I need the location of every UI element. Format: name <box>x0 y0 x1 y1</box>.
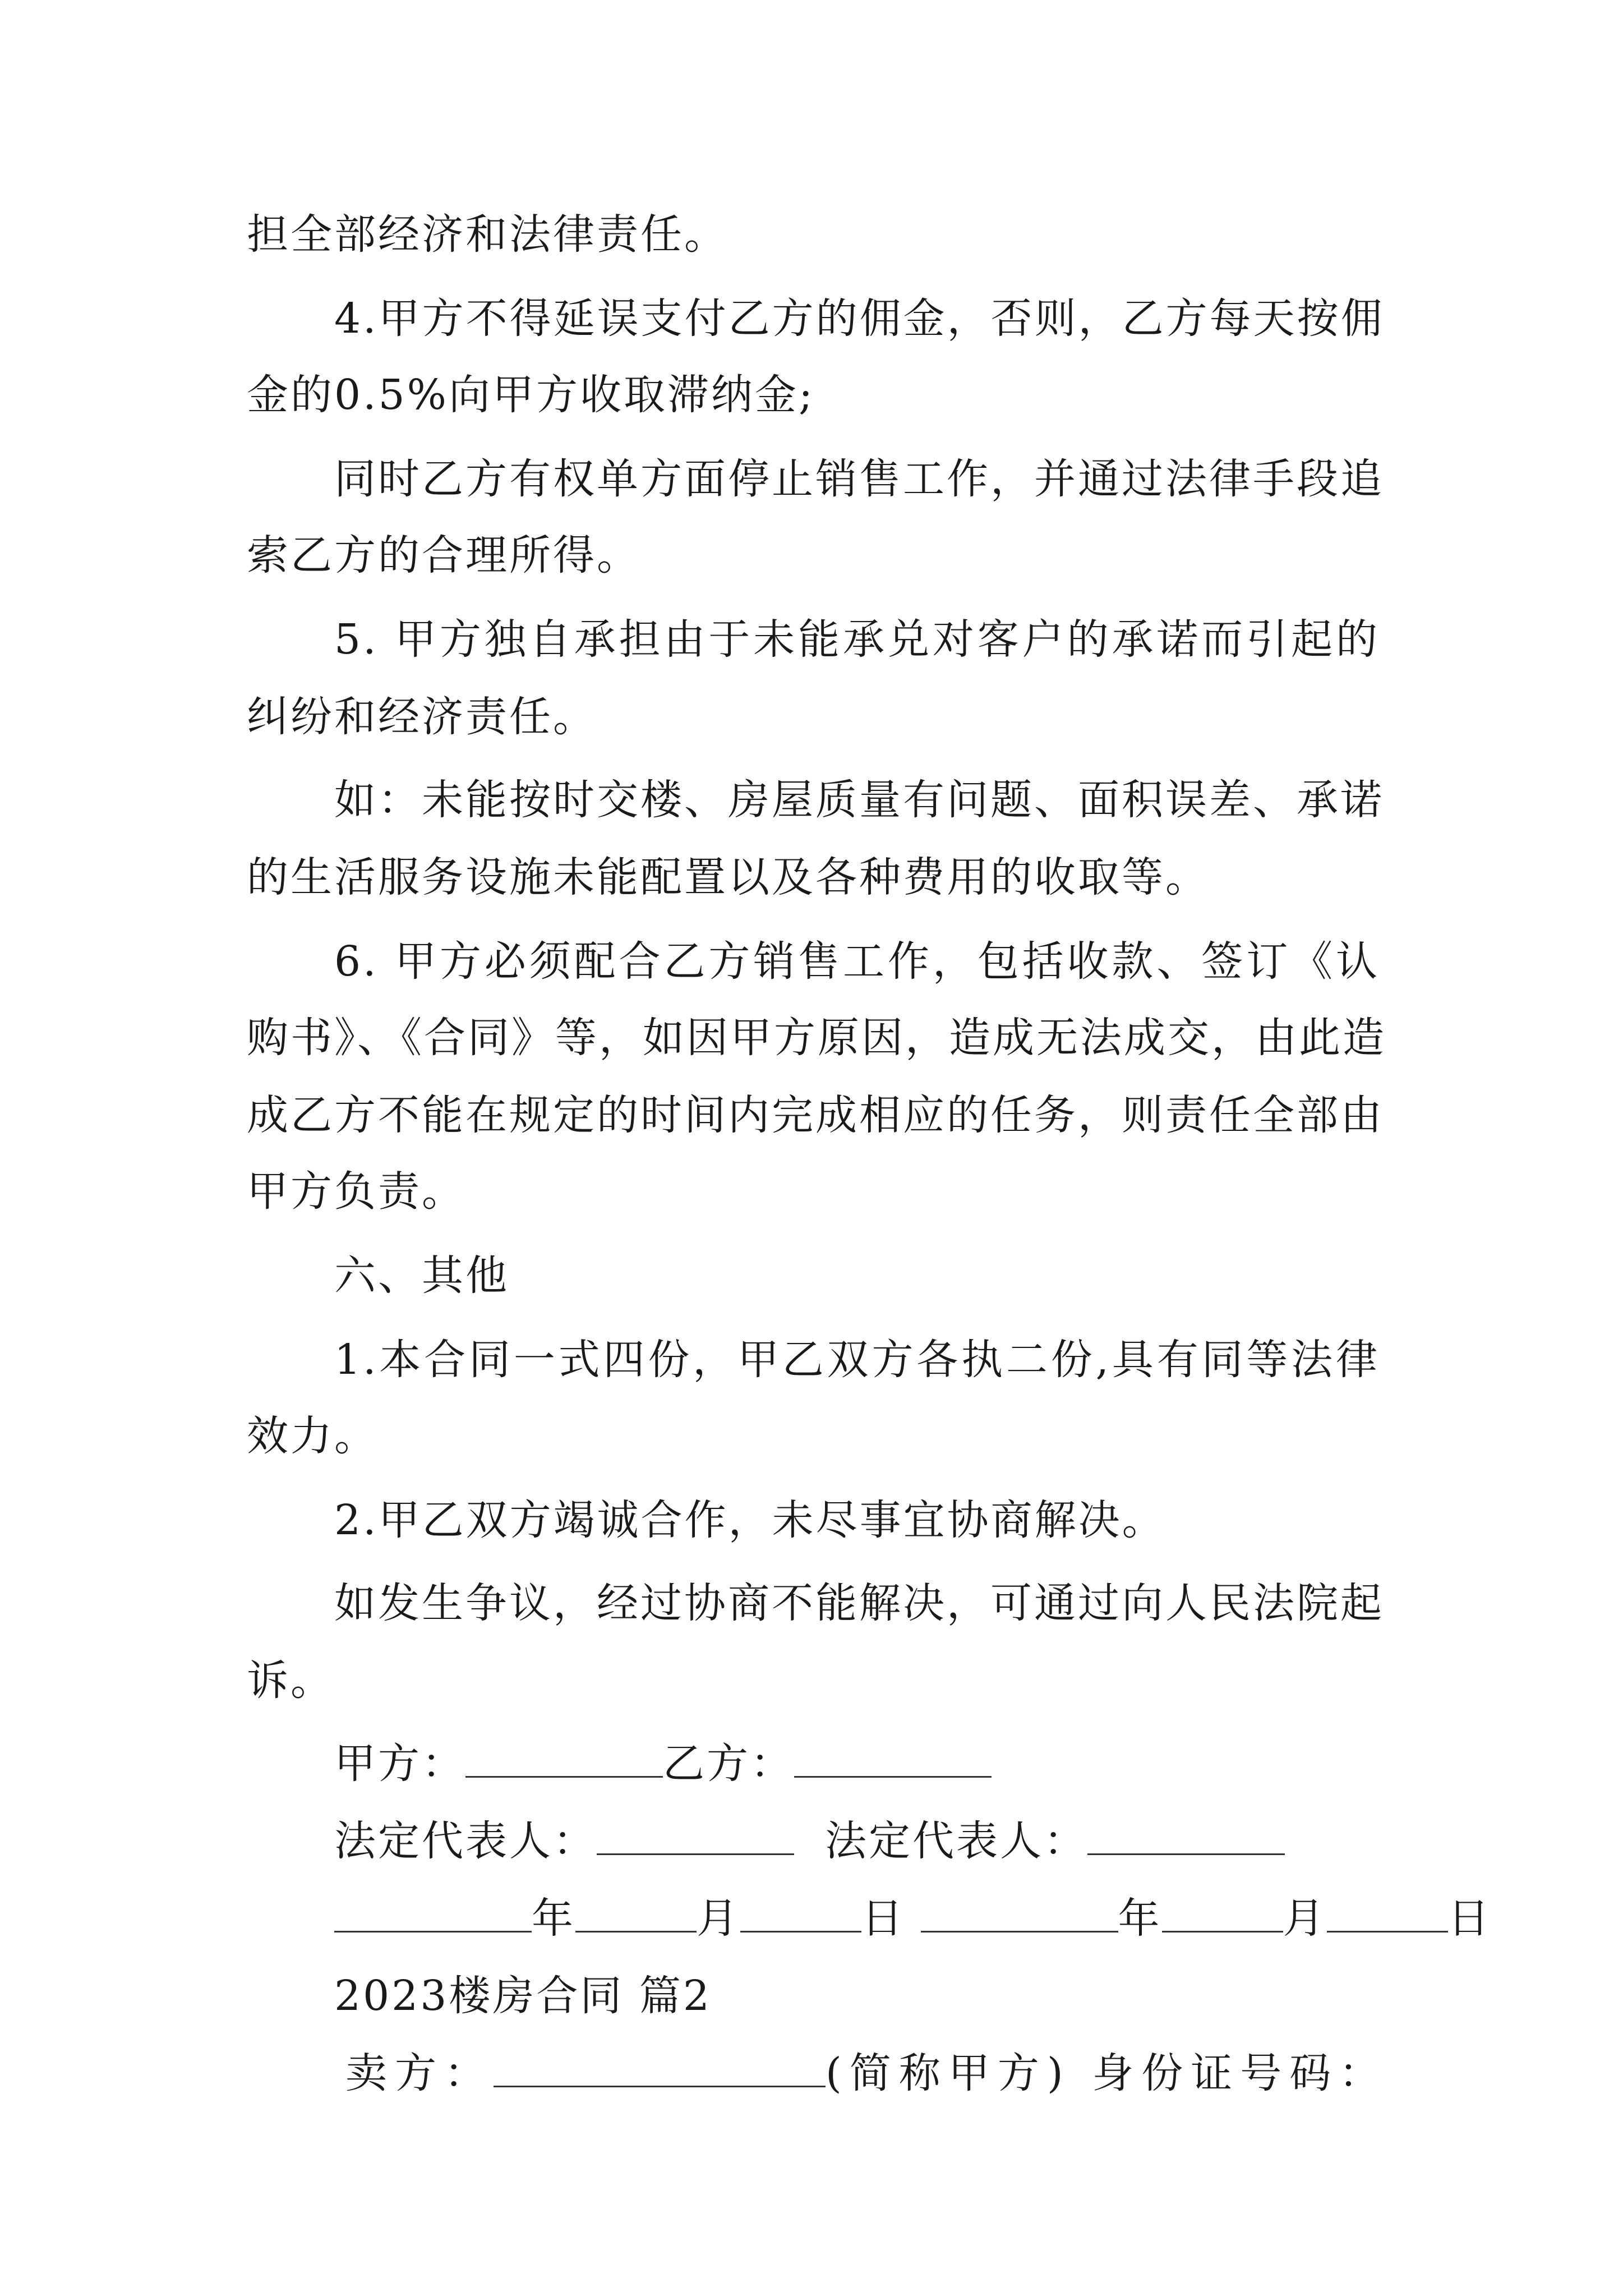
party-a-blank[interactable] <box>465 1740 663 1778</box>
date-a-month-blank[interactable] <box>575 1895 697 1932</box>
seller-name-blank[interactable] <box>494 2050 826 2087</box>
paragraph-line: 同时乙方有权单方面停止销售工作，并通过法律手段追 <box>334 455 1384 503</box>
party-a-label: 甲方： <box>334 1740 465 1788</box>
paragraph-line: 4.甲方不得延误支付乙方的佣金，否则，乙方每天按佣 <box>334 295 1385 343</box>
paragraph-line: 担全部经济和法律责任。 <box>247 210 728 259</box>
date-a-year-blank[interactable] <box>334 1895 532 1932</box>
seller-suffix: (简称甲方) 身份证号码： <box>826 2049 1389 2097</box>
rep-b-blank[interactable] <box>1087 1818 1285 1855</box>
paragraph-line: 如发生争议，经过协商不能解决，可通过向人民法院起 <box>334 1579 1384 1627</box>
section-heading: 六、其他 <box>334 1251 509 1300</box>
date-b-year-label: 年 <box>1118 1894 1162 1943</box>
date-b-month-blank[interactable] <box>1162 1895 1283 1932</box>
party-b-blank[interactable] <box>794 1740 992 1778</box>
paragraph-line: 1.本合同一式四份，甲乙双方各执二份,具有同等法律 <box>334 1336 1380 1384</box>
rep-a-blank[interactable] <box>597 1818 794 1855</box>
signature-party-row <box>334 1736 992 1792</box>
date-a-year-label: 年 <box>532 1894 575 1943</box>
rep-b-label: 法定代表人： <box>825 1817 1088 1865</box>
paragraph-line: 索乙方的合理所得。 <box>247 531 640 579</box>
date-b-day-blank[interactable] <box>1327 1895 1448 1932</box>
signature-rep-row <box>334 1813 1285 1869</box>
date-b-month-label: 月 <box>1283 1894 1327 1943</box>
date-b-year-blank[interactable] <box>921 1895 1118 1932</box>
date-a-month-label: 月 <box>697 1894 740 1943</box>
paragraph-line: 成乙方不能在规定的时间内完成相应的任务，则责任全部由 <box>247 1091 1384 1139</box>
paragraph-line: 如：未能按时交楼、房屋质量有问题、面积误差、承诺 <box>334 776 1384 824</box>
party-b-label: 乙方： <box>663 1740 794 1788</box>
paragraph-line: 购书》、《合同》等，如因甲方原因，造成无法成交，由此造 <box>247 1014 1386 1062</box>
paragraph-line: 2.甲乙双方竭诚合作，未尽事宜协商解决。 <box>334 1496 1166 1544</box>
paragraph-line: 的生活服务设施未能配置以及各种费用的收取等。 <box>247 853 1209 901</box>
paragraph-line: 金的0.5%向甲方收取滞纳金; <box>247 371 815 419</box>
signature-date-row <box>334 1890 1492 1947</box>
paragraph-line: 5. 甲方独自承担由于未能承兑对客户的承诺而引起的 <box>334 615 1380 664</box>
date-a-day-label: 日 <box>861 1894 905 1943</box>
paragraph-line: 诉。 <box>247 1657 334 1705</box>
seller-line <box>345 2045 1388 2101</box>
paragraph-line: 纠纷和经济责任。 <box>247 693 597 741</box>
paragraph-line: 6. 甲方必须配合乙方销售工作，包括收款、签订《认 <box>334 937 1380 986</box>
paragraph-line: 效力。 <box>247 1412 378 1460</box>
date-a-day-blank[interactable] <box>740 1895 861 1932</box>
rep-a-label: 法定代表人： <box>334 1817 597 1865</box>
date-b-day-label: 日 <box>1447 1894 1492 1943</box>
section-title: 2023楼房合同 篇2 <box>334 1972 712 2020</box>
paragraph-line: 甲方负责。 <box>247 1167 465 1216</box>
seller-label: 卖方： <box>345 2049 494 2097</box>
